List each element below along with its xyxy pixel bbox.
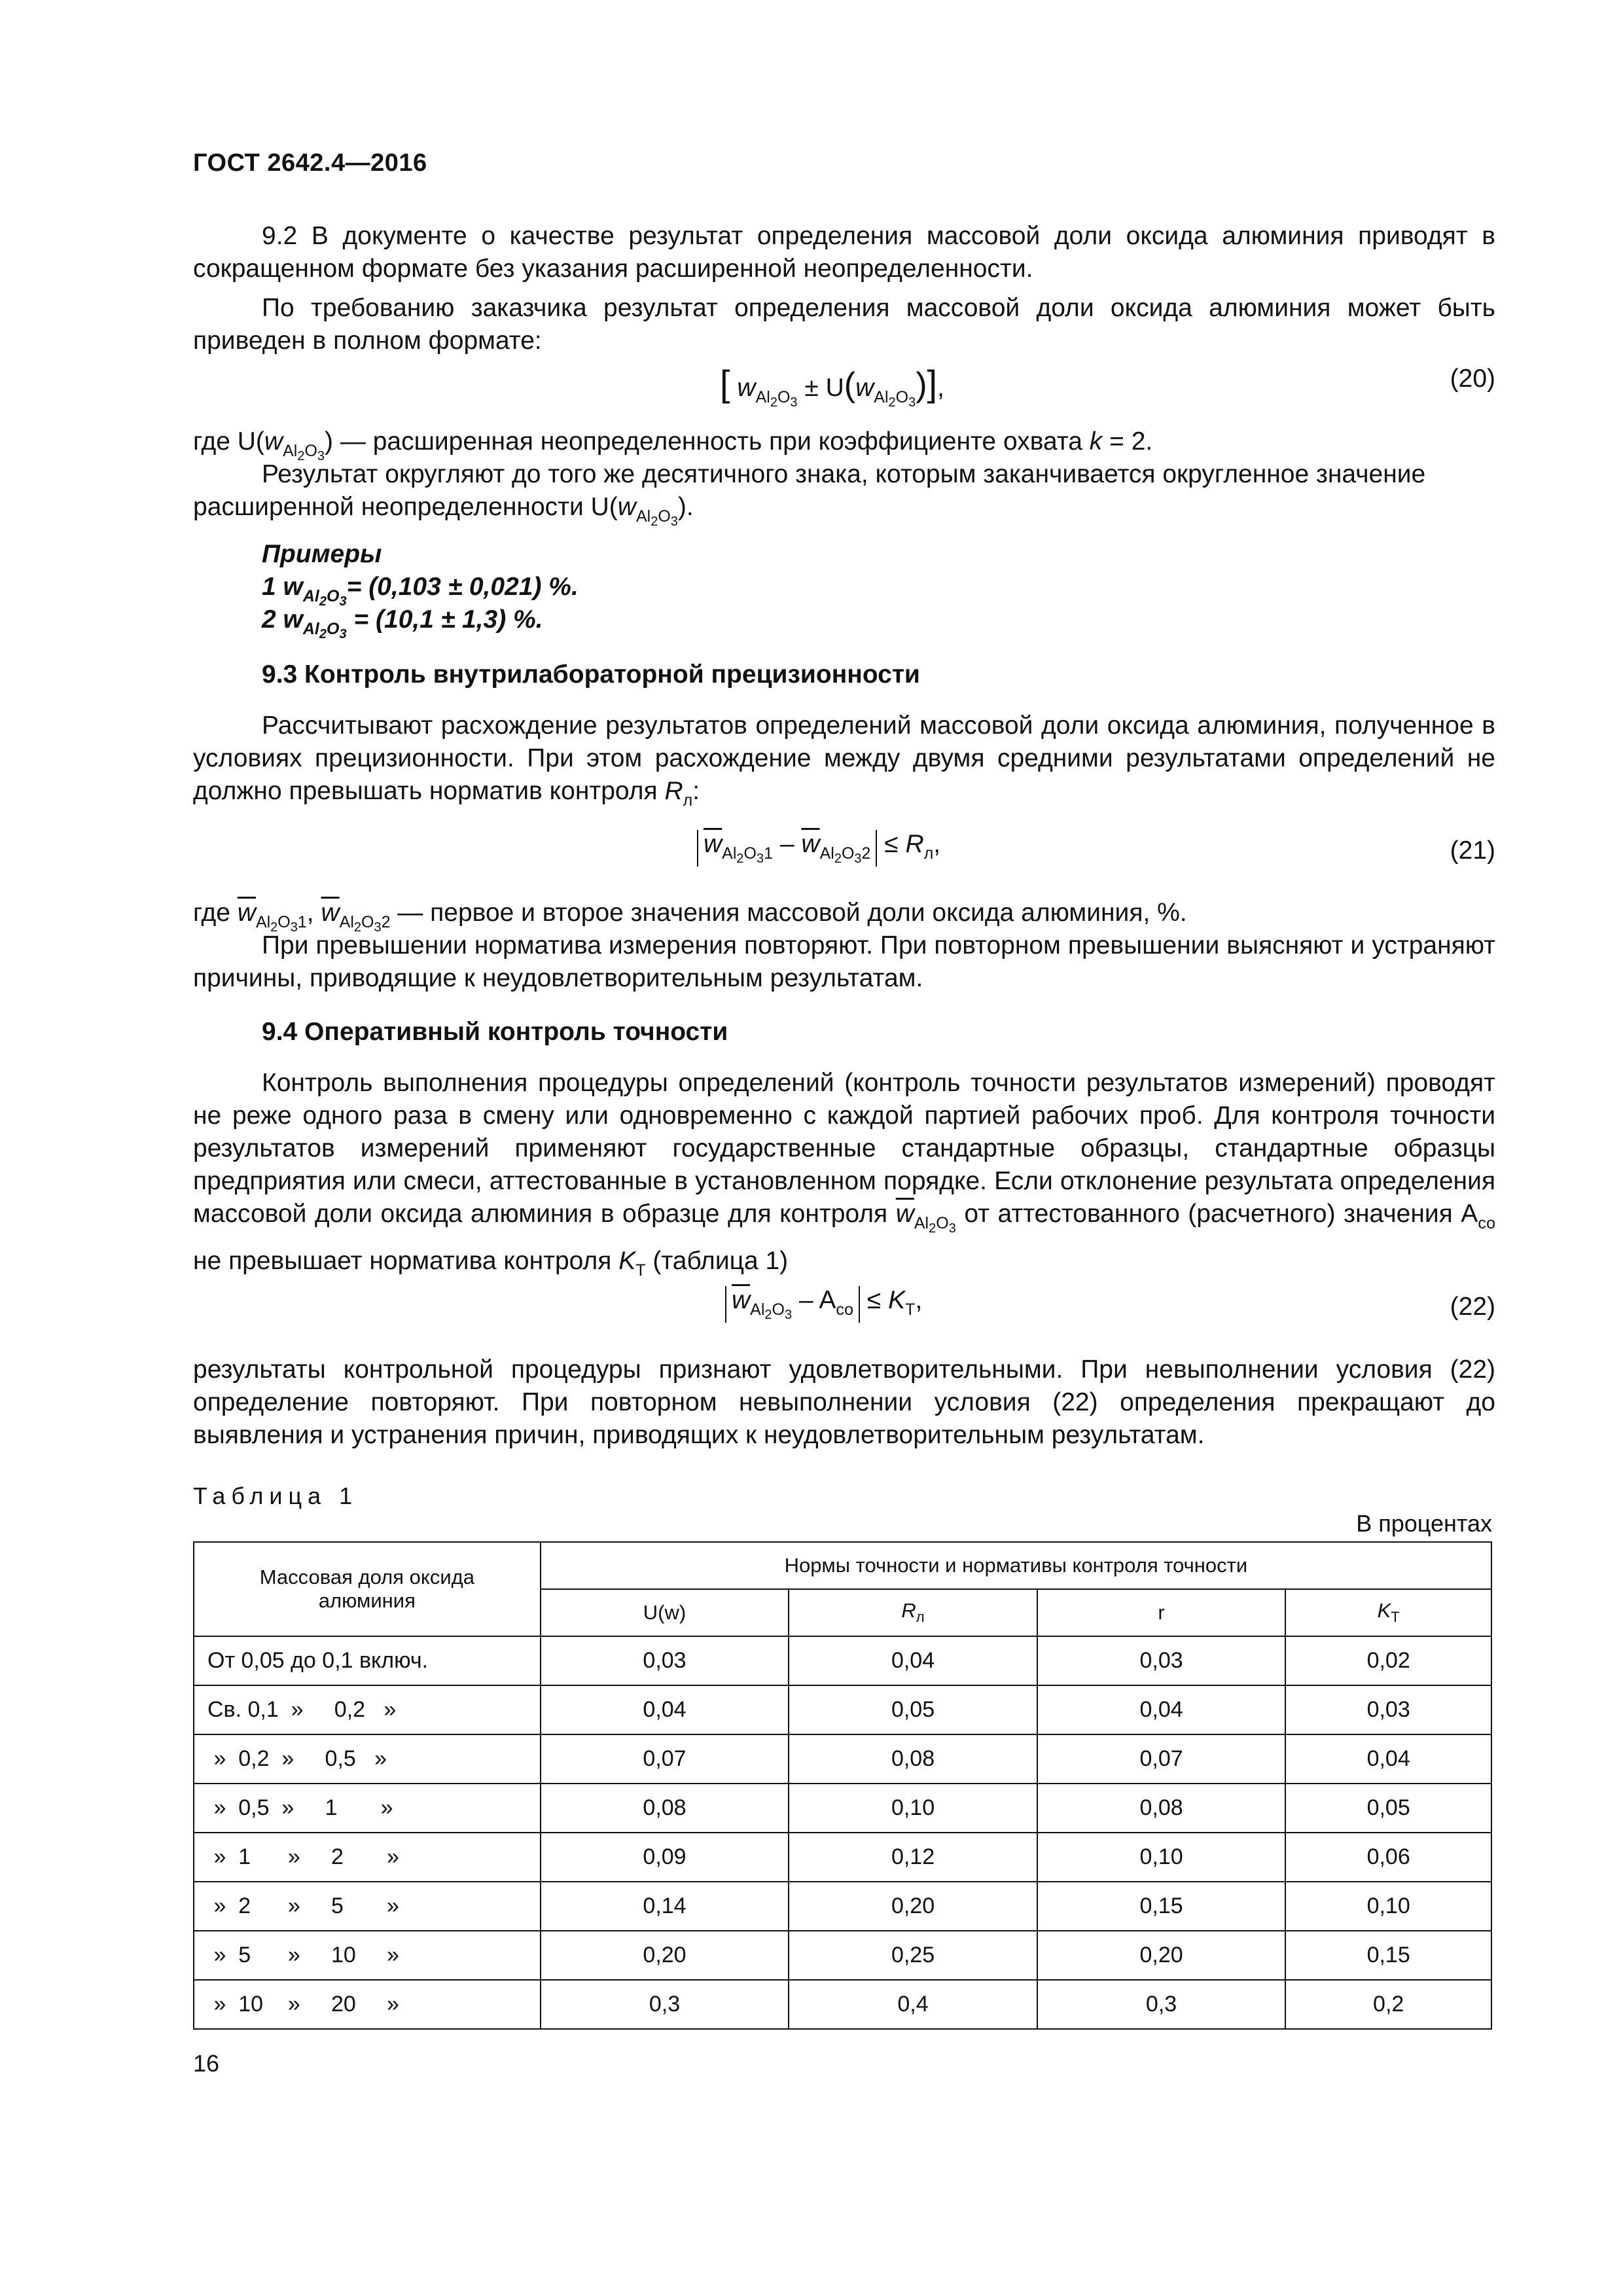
section-9-2-paragraph-3-line-1: Результат округляют до того же десятичного знака, которым заканчивается округленное значение <box>262 460 1426 488</box>
col-header-range: Массовая доля оксида алюминия <box>194 1542 541 1636</box>
table-row <box>194 1833 1491 1882</box>
table-cell: 0,02 <box>1285 1636 1491 1685</box>
formula-22: $\overline{w}_{Al_2O_3} - A_{со} \le K_Т$, <box>725 1286 922 1323</box>
table-cell: 0,04 <box>789 1636 1037 1685</box>
table-units: В процентах <box>1356 1510 1492 1537</box>
table-caption: Таблица 1 <box>193 1482 359 1509</box>
table-cell: 0,10 <box>1037 1833 1286 1882</box>
document-header: ГОСТ 2642.4—2016 <box>193 149 427 177</box>
table-cell-range: » 5 » 10 » <box>194 1931 541 1980</box>
formula-21: $\overline{w}_{Al_2O_31} - \overline{w}_{Al_2O_32} \le R_л$, <box>697 830 940 867</box>
table-cell: 0,07 <box>541 1734 789 1784</box>
table-cell-range: » 2 » 5 » <box>194 1882 541 1931</box>
table-cell: 0,20 <box>541 1931 789 1980</box>
table-row <box>194 1685 1491 1734</box>
formula-20-where: где $U(w_{Al_2O_3})$ — расширенная неопределенность при коэффициенте охвата k = 2. <box>193 427 1153 463</box>
section-9-2-paragraph-3-line-2: расширенной неопределенности $U(w_{Al_2O_3})$. <box>193 493 694 529</box>
table-cell: 0,3 <box>1037 1980 1286 2029</box>
table-cell: 0,14 <box>541 1882 789 1931</box>
section-9-3-paragraph-1: Рассчитывают расхождение результатов определений массовой доли оксида алюминия, полученное в условиях прецизионности. При этом расхождение между двумя средними результатами определений не должно превышать норматив контроля $R_л$: <box>193 711 1495 810</box>
table-header-row <box>194 1542 1491 1589</box>
table-cell: 0,09 <box>541 1833 789 1882</box>
table-cell: 0,10 <box>789 1784 1037 1833</box>
table-cell: 0,08 <box>541 1784 789 1833</box>
formula-21-where: где $\overline{w}_{Al_2O_31}$, $\overline{w}_{Al_2O_32}$ — первое и второе значения массовой доли оксида алюминия, %. <box>193 899 1187 935</box>
section-9-4-heading: 9.4 Оперативный контроль точности <box>262 1018 728 1046</box>
table-row <box>194 1980 1491 2029</box>
table-cell: 0,2 <box>1285 1980 1491 2029</box>
page-number: 16 <box>193 2050 220 2077</box>
table-cell: 0,05 <box>789 1685 1037 1734</box>
table-cell: 0,03 <box>541 1636 789 1685</box>
table-row <box>194 1636 1491 1685</box>
table-cell-range: » 0,2 » 0,5 » <box>194 1734 541 1784</box>
section-9-4-paragraph-2: результаты контрольной процедуры признают удовлетворительными. При невыполнении условия (22) определение повторяют. При повторном невыполнении условия (22) определения прекращают до выявления и устранения причин, приводящих к неудовлетворительным результатам. <box>193 1355 1495 1449</box>
formula-20-number: (20) <box>1450 365 1495 393</box>
example-2: 2 $w_{Al_2O_3} = (10,1 \pm 1,3)$ %. <box>262 605 543 641</box>
table-row <box>194 1882 1491 1931</box>
section-9-4-paragraph-1: Контроль выполнения процедуры определений (контроль точности результатов измерений) проводят не реже одного раза в смену или одновременно с каждой партией рабочих проб. Для контроля точности результатов измерений применяют государственные стандартные образцы, стандартные образцы предприятия или смеси, аттестованные в установленном порядке. Если отклонение результата определения массовой доли оксида алюминия в образце для контроля $\overline{w}_{Al_2O_3}$ от аттестованного (расчетного) значения $А_{со}$ не превышает норматива контроля $K_Т$ (таблица 1) <box>193 1069 1495 1280</box>
table-cell-range: Св. 0,1 » 0,2 » <box>194 1685 541 1734</box>
table-cell: 0,15 <box>1285 1931 1491 1980</box>
table-cell-range: » 0,5 » 1 » <box>194 1784 541 1833</box>
section-9-2-paragraph-1: 9.2 В документе о качестве результат определения массовой доли оксида алюминия приводят в сокращенном формате без указания расширенной неопределенности. <box>193 222 1495 283</box>
table-cell: 0,04 <box>541 1685 789 1734</box>
table-cell-range: » 1 » 2 » <box>194 1833 541 1882</box>
table-cell-range: » 10 » 20 » <box>194 1980 541 2029</box>
table-cell: 0,4 <box>789 1980 1037 2029</box>
table-row <box>194 1931 1491 1980</box>
formula-20: [ $w_{Al_2O_3} \pm U(w_{Al_2O_3})$], <box>720 363 944 410</box>
col-header-group: Нормы точности и нормативы контроля точности <box>541 1542 1491 1589</box>
table-cell: 0,10 <box>1285 1882 1491 1931</box>
formula-21-number: (21) <box>1450 836 1495 865</box>
table-cell: 0,03 <box>1037 1636 1286 1685</box>
table-row <box>194 1734 1491 1784</box>
col-header-rl: $R_л$ <box>789 1589 1037 1636</box>
section-9-3-heading: 9.3 Контроль внутрилабораторной прецизионности <box>262 660 920 689</box>
formula-22-number: (22) <box>1450 1293 1495 1321</box>
example-1: 1 $w_{Al_2O_3}= (0,103 \pm 0,021)$ %. <box>262 573 579 609</box>
table-cell: 0,12 <box>789 1833 1037 1882</box>
col-header-uw: U(w) <box>541 1589 789 1636</box>
table-row <box>194 1784 1491 1833</box>
table-cell: 0,04 <box>1285 1734 1491 1784</box>
col-header-kt: $K_Т$ <box>1285 1589 1491 1636</box>
table-cell: 0,20 <box>789 1882 1037 1931</box>
table-cell: 0,07 <box>1037 1734 1286 1784</box>
section-9-3-paragraph-2: При превышении норматива измерения повторяют. При повторном превышении выясняют и устраняют причины, приводящие к неудовлетворительным результатам. <box>193 931 1495 992</box>
table-cell-range: От 0,05 до 0,1 включ. <box>194 1636 541 1685</box>
col-header-r: r <box>1037 1589 1286 1636</box>
table-cell: 0,3 <box>541 1980 789 2029</box>
table-cell: 0,25 <box>789 1931 1037 1980</box>
table-cell: 0,06 <box>1285 1833 1491 1882</box>
table-cell: 0,08 <box>789 1734 1037 1784</box>
table-cell: 0,05 <box>1285 1784 1491 1833</box>
section-9-2-paragraph-2: По требованию заказчика результат определения массовой доли оксида алюминия может быть приведен в полном формате: <box>193 294 1495 355</box>
table-cell: 0,08 <box>1037 1784 1286 1833</box>
accuracy-table <box>193 1541 1492 2030</box>
examples-title: Примеры <box>262 540 382 568</box>
table-cell: 0,04 <box>1037 1685 1286 1734</box>
table-cell: 0,03 <box>1285 1685 1491 1734</box>
table-cell: 0,20 <box>1037 1931 1286 1980</box>
table-cell: 0,15 <box>1037 1882 1286 1931</box>
